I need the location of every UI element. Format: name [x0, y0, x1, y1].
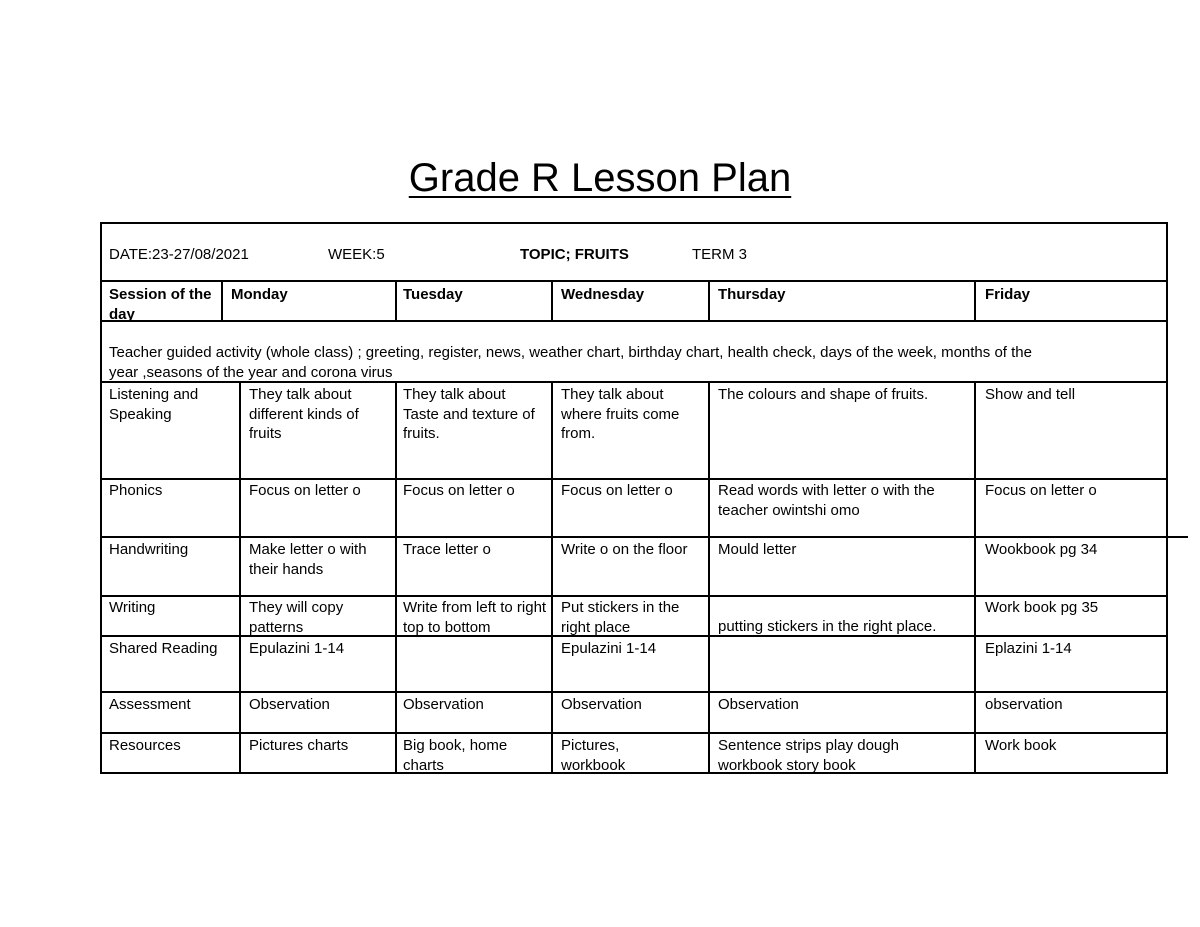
column-divider: [708, 381, 710, 774]
table-border-right: [1166, 222, 1168, 774]
column-divider: [551, 381, 553, 774]
cell-thursday: Mould letter: [718, 541, 797, 558]
info-date: DATE:23-27/08/2021: [109, 246, 249, 263]
row-divider: [100, 595, 1168, 597]
cell-monday: Epulazini 1-14: [249, 640, 345, 657]
cell-monday: They will copy patterns: [249, 599, 344, 636]
cell-thursday: putting stickers in the right place.: [718, 618, 937, 635]
column-divider: [974, 381, 976, 774]
table-border-left: [100, 222, 102, 774]
cell-friday: Show and tell: [985, 386, 1076, 403]
cell-wednesday: Observation: [561, 696, 642, 713]
cell-wednesday: Epulazini 1-14: [561, 640, 657, 657]
cell-friday: Eplazini 1-14: [985, 640, 1072, 657]
row-divider: [100, 536, 1168, 538]
info-week: WEEK:5: [328, 246, 385, 263]
cell-monday: Observation: [249, 696, 330, 713]
cell-tuesday: Big book, home charts: [403, 737, 508, 774]
cell-monday: They talk about different kinds of fruits: [249, 386, 359, 442]
cell-friday: Focus on letter o: [985, 482, 1097, 499]
column-divider: [974, 280, 976, 322]
column-divider: [395, 381, 397, 774]
session-label: Listening and Speaking: [109, 386, 199, 423]
cell-monday: Pictures charts: [249, 737, 349, 754]
row-divider: [100, 732, 1168, 734]
column-divider: [221, 280, 223, 322]
cell-friday: Work book pg 35: [985, 599, 1099, 616]
column-divider: [239, 381, 241, 774]
header-session: Session of the day: [109, 286, 212, 323]
teacher-guided-activity: Teacher guided activity (whole class) ; greeting, register, news, weather chart, birthday chart, health check, days of the week, months of the year ,seasons of the year and corona virus: [109, 344, 1032, 381]
row-divider: [100, 478, 1168, 480]
cell-thursday: Read words with letter o with the teacher owintshi omo: [718, 482, 935, 519]
cell-thursday: Observation: [718, 696, 799, 713]
cell-monday: Focus on letter o: [249, 482, 361, 499]
session-label: Assessment: [109, 696, 191, 713]
cell-tuesday: Observation: [403, 696, 484, 713]
cell-tuesday: They talk about Taste and texture of fruits.: [403, 386, 535, 442]
stray-line: [1166, 536, 1188, 538]
cell-thursday: The colours and shape of fruits.: [718, 386, 929, 403]
row-divider: [100, 280, 1168, 282]
column-divider: [551, 280, 553, 322]
row-divider: [100, 320, 1168, 322]
session-label: Phonics: [109, 482, 163, 499]
cell-monday: Make letter o with their hands: [249, 541, 367, 578]
column-divider: [395, 280, 397, 322]
cell-tuesday: Focus on letter o: [403, 482, 515, 499]
header-friday: Friday: [985, 286, 1031, 303]
header-tuesday: Tuesday: [403, 286, 463, 303]
cell-tuesday: Trace letter o: [403, 541, 491, 558]
session-label: Resources: [109, 737, 181, 754]
cell-wednesday: Focus on letter o: [561, 482, 673, 499]
cell-wednesday: Write o on the floor: [561, 541, 688, 558]
session-label: Writing: [109, 599, 156, 616]
info-term: TERM 3: [692, 246, 748, 263]
cell-wednesday: Put stickers in the right place: [561, 599, 680, 636]
session-label: Shared Reading: [109, 640, 218, 657]
info-topic: TOPIC; FRUITS: [520, 246, 629, 263]
cell-friday: observation: [985, 696, 1063, 713]
cell-tuesday: Write from left to right top to bottom: [403, 599, 547, 636]
cell-friday: Work book: [985, 737, 1057, 754]
header-wednesday: Wednesday: [561, 286, 645, 303]
column-divider: [708, 280, 710, 322]
cell-wednesday: They talk about where fruits come from.: [561, 386, 680, 442]
session-label: Handwriting: [109, 541, 189, 558]
header-thursday: Thursday: [718, 286, 786, 303]
row-divider: [100, 691, 1168, 693]
cell-thursday: Sentence strips play dough workbook story book: [718, 737, 899, 774]
cell-friday: Wookbook pg 34: [985, 541, 1098, 558]
page-title: Grade R Lesson Plan: [408, 156, 792, 200]
table-border-top: [100, 222, 1168, 224]
header-monday: Monday: [231, 286, 288, 303]
cell-wednesday: Pictures, workbook: [561, 737, 626, 774]
